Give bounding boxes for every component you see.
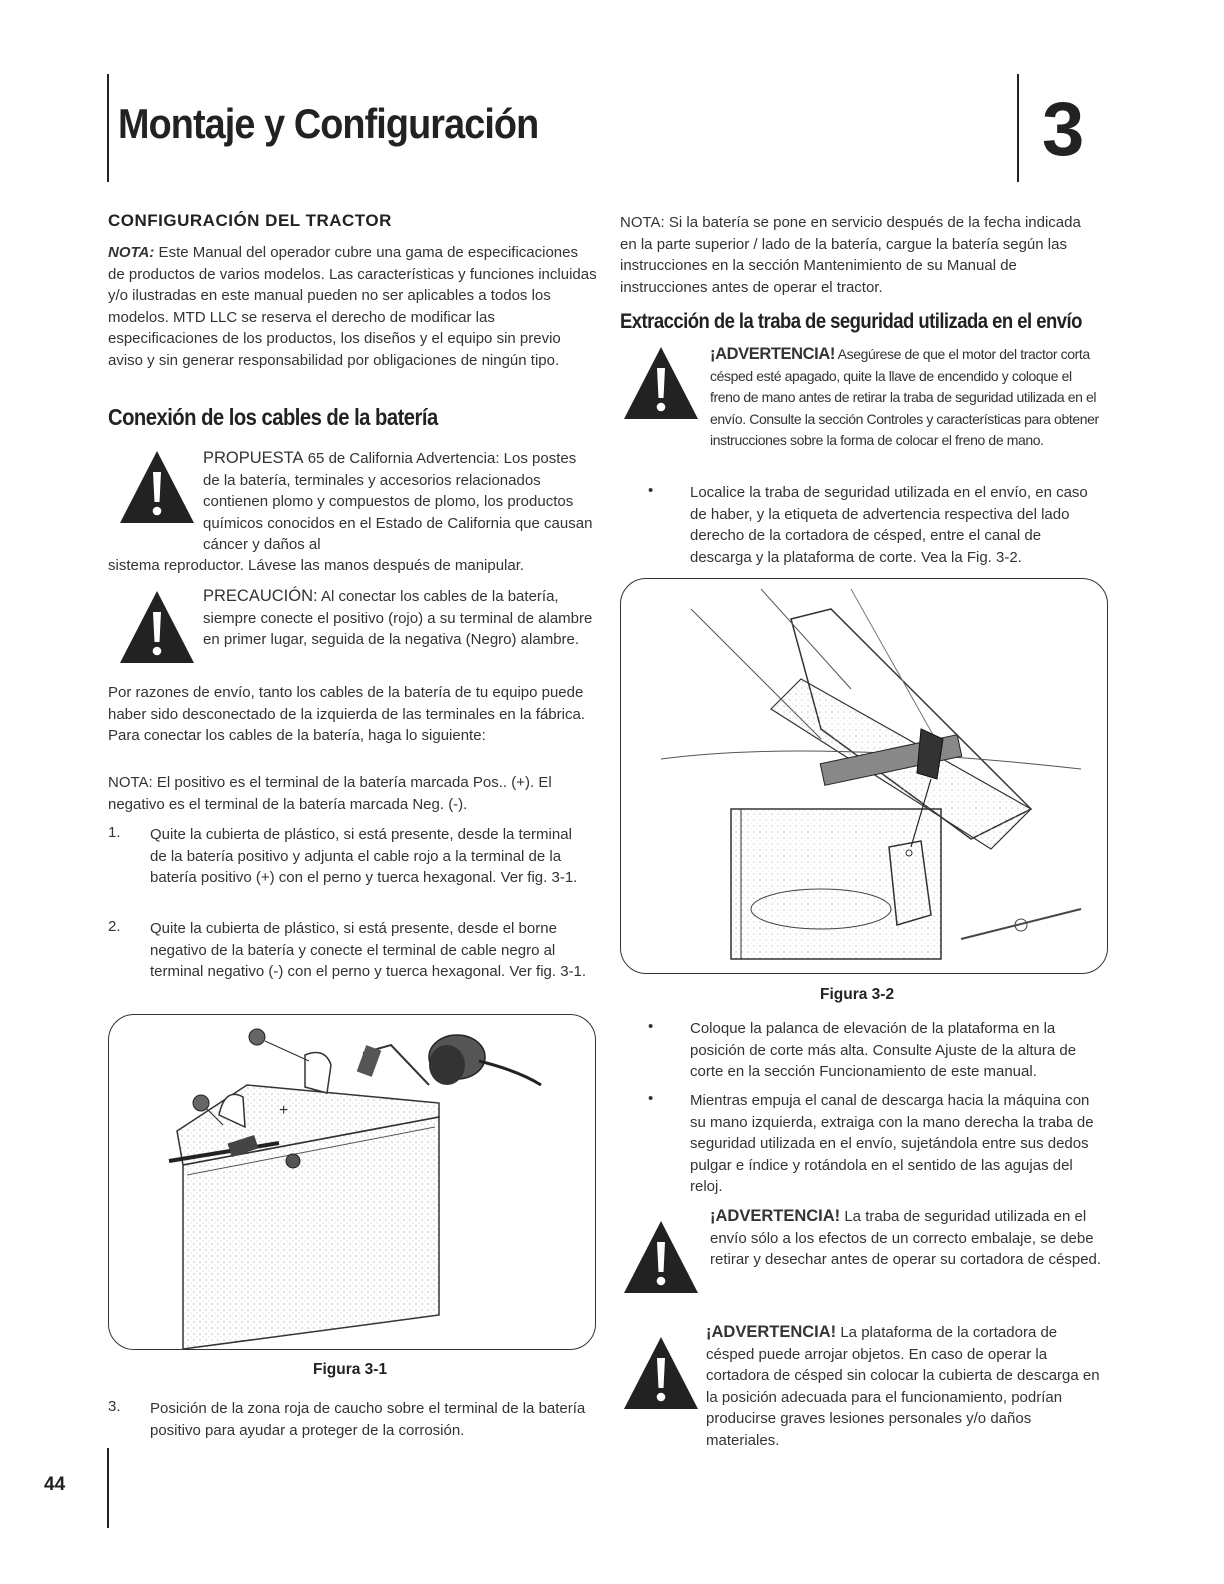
prop65-tail: sistema reproductor. Lávese las manos después de manipular. (108, 557, 525, 574)
step-2-number: 2. (108, 918, 121, 935)
warning-lead: ¡ADVERTENCIA! (706, 1323, 837, 1341)
page-title: Montaje y Configuración (118, 100, 539, 147)
warning-text: La traba de seguridad utilizada en el envío sólo a los efectos de un correcto embalaje, se debe retirar y desechar antes de operar su cortadora de césped. (710, 1208, 1102, 1268)
polarity-note: NOTA: El positivo es el terminal de la batería marcada Pos.. (+). El negativo es el terminal de la batería marcada Neg. (-). (108, 774, 552, 813)
caution-text: Al conectar los cables de la batería, siempre conecte el positivo (rojo) a su terminal de alambre en primer lugar, seguida de la negativa (Negro) alambre. (203, 588, 593, 648)
warning-lead: ¡ADVERTENCIA! (710, 345, 835, 363)
battery-illustration (109, 1015, 595, 1349)
positive-terminal-mark: + (279, 1102, 289, 1119)
figure-3-1-caption: Figura 3-1 (313, 1361, 388, 1378)
warning-lead: ¡ADVERTENCIA! (710, 1207, 841, 1225)
header-left-rule (107, 74, 109, 182)
warning-text: La plataforma de la cortadora de césped puede arrojar objetos. En caso de operar la cortadora de césped sin colocar la cubierta de descarga en la posición adecuada para el funcionamiento, podrían producirse graves lesiones personales y/o daños materiales. (706, 1324, 1100, 1449)
figure-3-2-caption: Figura 3-2 (820, 986, 895, 1003)
bullet-lift-lever: Coloque la palanca de elevación de la plataforma en la posición de corte más alta. Consulte Ajuste de la altura de corte en la sección Funcionamiento de este manual. (690, 1020, 1077, 1080)
nota-label: NOTA: (108, 244, 155, 261)
figure-3-2-frame (620, 578, 1108, 974)
step-2-text: Quite la cubierta de plástico, si está presente, desde el borne negativo de la batería y conecte el terminal de cable negro al terminal negativo (-) con el perno y tuerca hexagonal. Ver fig. 3-1. (150, 920, 587, 980)
battery-service-note: NOTA: Si la batería se pone en servicio después de la fecha indicada en la parte superior / lado de la batería, cargue la batería según las instrucciones en la sección Mantenimiento de su Manual de instrucciones antes de operar el tractor. (620, 214, 1081, 296)
nota-paragraph (108, 242, 598, 371)
shipping-paragraph: Por razones de envío, tanto los cables de la batería de tu equipo puede haber sido desconectado de la izquierda de las terminales en la fábrica. Para conectar los cables de la batería, haga lo siguiente: (108, 684, 585, 744)
header-right-rule (1017, 74, 1019, 182)
prop65-text: 65 de California Advertencia: Los postes de la batería, terminales y accesorios relacionados contienen plomo y compuestos de plomo, los productos químicos conocidos en el Estado de California que causan cáncer y daños al (203, 450, 593, 553)
prop65-lead: PROPUESTA (203, 449, 304, 467)
page-number: 44 (44, 1474, 66, 1495)
nota-text: Este Manual del operador cubre una gama de especificaciones de productos de varios modelos. Las características y funciones incluidas y/o ilustradas en este manual pueden no ser aplicables a todos los modelos. MTD LLC se reserva el derecho de modificar las especificaciones de los productos, los diseños y el equipo sin previo aviso y sin generar responsabilidad por obligaciones de ningún tipo. (108, 244, 597, 369)
caution-warning (203, 586, 595, 651)
bullet-dot: • (648, 1018, 654, 1035)
step-1-text: Quite la cubierta de plástico, si está presente, desde la terminal de la batería positivo y adjunta el cable rojo a la terminal de la batería positivo (+) con el perno y tuerca hexagonal. Ver fig. 3-1. (150, 826, 578, 886)
step-3-text: Posición de la zona roja de caucho sobre el terminal de la batería positivo para ayudar a proteger de la corrosión. (150, 1400, 586, 1439)
warning-triangle-icon (622, 344, 700, 422)
chapter-number: 3 (1042, 87, 1085, 172)
section-heading-conexion: Conexión de los cables de la batería (108, 404, 438, 430)
warning-shipping-lock (710, 344, 1100, 452)
caution-lead: PRECAUCIÓN: (203, 587, 318, 605)
warning-discard-lock (710, 1206, 1102, 1271)
bullet-dot: • (648, 482, 654, 499)
warning-triangle-icon (622, 1334, 700, 1412)
bullet-remove-lock: Mientras empuja el canal de descarga hacia la máquina con su mano izquierda, extraiga con la mano derecha la traba de seguridad utilizada en el envío, sujetándola entre sus dedos pulgar e índice y rotándola en el sentido de las agujas del reloj. (690, 1092, 1094, 1195)
warning-text: Asegúrese de que el motor del tractor corta césped esté apagado, quite la llave de encendido y coloque el freno de mano antes de retirar la traba de seguridad utilizada en el envío. Consulte la sección Controles y características para obtener instrucciones sobre la forma de colocar el freno de mano. (710, 346, 1099, 448)
shipping-lock-illustration (621, 579, 1107, 973)
caution-triangle-icon (118, 588, 196, 666)
warning-triangle-icon (118, 448, 196, 526)
step-1-number: 1. (108, 824, 121, 841)
warning-thrown-objects (706, 1322, 1102, 1451)
section-heading-extraccion: Extracción de la traba de seguridad utilizada en el envío (620, 310, 1082, 333)
warning-triangle-icon (622, 1218, 700, 1296)
section-heading-configuracion: CONFIGURACIÓN DEL TRACTOR (108, 211, 392, 230)
prop65-warning (203, 448, 595, 556)
bullet-dot: • (648, 1090, 654, 1107)
bullet-locate-lock: Localice la traba de seguridad utilizada en el envío, en caso de haber, y la etiqueta de advertencia respectiva del lado derecho de la cortadora de césped, entre el canal de descarga y la plataforma de corte. Vea la Fig. 3-2. (690, 484, 1088, 566)
footer-rule (107, 1448, 109, 1528)
step-3-number: 3. (108, 1398, 121, 1415)
figure-3-1-frame (108, 1014, 596, 1350)
